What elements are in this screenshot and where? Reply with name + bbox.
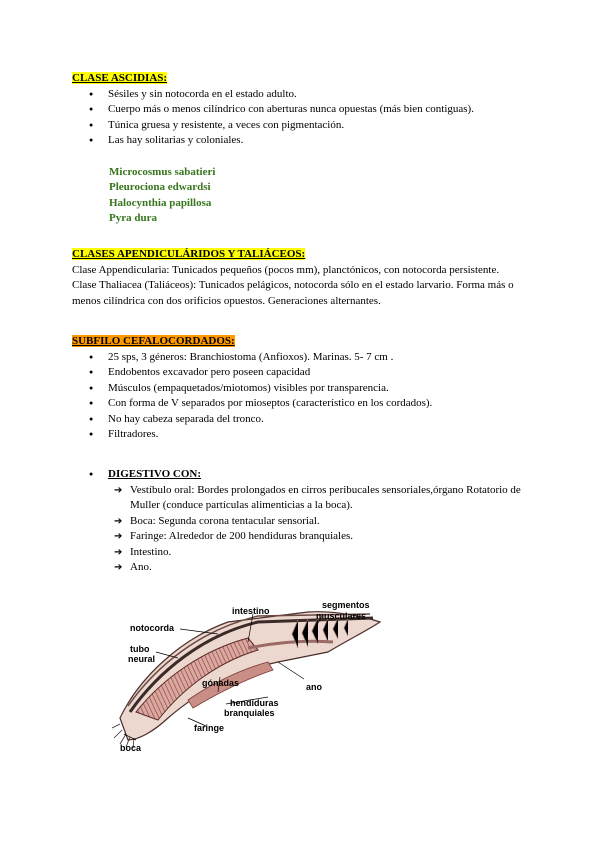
list-item: ● Con forma de V separados por mioseptos (característico en los cordados). bbox=[72, 396, 532, 412]
digestivo-list bbox=[72, 483, 532, 576]
section-ascidias bbox=[72, 71, 532, 227]
paragraph-line: Clase Appendicularia: Tunicados pequeños (pocos mm), planctónicos, con notocorda persistente. bbox=[72, 263, 500, 276]
species-name: Microcosmus sabatieri bbox=[109, 165, 216, 178]
list-item: ➔ Boca: Segunda corona tentacular sensorial. bbox=[72, 514, 532, 530]
species-list bbox=[72, 165, 532, 227]
list-item: ● 25 sps, 3 géneros: Branchiostoma (Anfioxos). Marinas. 5- 7 cm . bbox=[72, 350, 532, 366]
list-item: ➔ Ano. bbox=[72, 560, 532, 576]
list-item: ● Filtradores. bbox=[72, 427, 532, 443]
list-item: ➔ Vestíbulo oral: Bordes prolongados en cirros peribucales sensoriales,órgano Rotatorio de Muller (conduce partículas alimenticias a la boca). bbox=[72, 483, 532, 514]
list-item: ➔ Faringe: Alrededor de 200 hendiduras branquiales. bbox=[72, 529, 532, 545]
label-notocorda: notocorda bbox=[130, 623, 174, 633]
label-hendiduras: hendiduras bbox=[230, 698, 279, 708]
cefalocordados-list bbox=[72, 350, 532, 443]
list-item: ● Músculos (empaquetados/miotomos) visibles por transparencia. bbox=[72, 381, 532, 397]
label-branquiales: branquiales bbox=[224, 708, 275, 718]
species-name: Halocynthia papillosa bbox=[109, 196, 212, 209]
ascidias-list bbox=[72, 87, 532, 149]
species-name: Pyra dura bbox=[109, 212, 157, 224]
section-cefalocordados bbox=[72, 334, 532, 443]
section-apendicularidos bbox=[72, 247, 532, 309]
paragraph-line: Clase Thaliacea (Taliáceos): Tunicados pelágicos, notocorda sólo en el estado larvario. Forma más o bbox=[72, 279, 514, 291]
amphioxus-figure bbox=[108, 600, 384, 760]
list-item: ● No hay cabeza separada del tronco. bbox=[72, 412, 532, 428]
heading-digestivo: DIGESTIVO CON: bbox=[108, 468, 201, 480]
heading-cefalocordados: SUBFILO CEFALOCORDADOS: bbox=[72, 335, 235, 347]
list-item bbox=[72, 467, 532, 483]
section-digestivo bbox=[72, 467, 532, 576]
heading-apendicularidos: CLASES APENDICULÁRIDOS Y TALIÁCEOS: bbox=[72, 248, 306, 260]
label-gonadas: gónadas bbox=[202, 678, 240, 688]
list-item: ➔ Intestino. bbox=[72, 545, 532, 561]
label-tubo: tubo bbox=[130, 644, 150, 654]
list-item: ● Endobentos excavador pero poseen capacidad bbox=[72, 365, 532, 381]
list-item: ● Túnica gruesa y resistente, a veces con pigmentación. bbox=[72, 118, 532, 134]
label-neural: neural bbox=[128, 654, 156, 664]
label-musculares: musculares bbox=[316, 611, 367, 621]
label-ano: ano bbox=[306, 682, 323, 692]
species-name: Pleurociona edwardsi bbox=[109, 181, 211, 193]
list-item: ● Sésiles y sin notocorda en el estado adulto. bbox=[72, 87, 532, 103]
label-faringe: faringe bbox=[194, 723, 225, 733]
list-item: ● Cuerpo más o menos cilíndrico con aberturas nunca opuestas (más bien contiguas). bbox=[72, 102, 532, 118]
label-intestino: intestino bbox=[232, 606, 270, 616]
list-item: ● Las hay solitarias y coloniales. bbox=[72, 133, 532, 149]
label-segmentos: segmentos bbox=[322, 600, 370, 610]
heading-ascidias: CLASE ASCIDIAS: bbox=[72, 72, 168, 84]
paragraph-line: menos cilíndrica con dos orificios opuestos. Generaciones alternantes. bbox=[72, 294, 381, 307]
label-boca: boca bbox=[120, 743, 142, 753]
